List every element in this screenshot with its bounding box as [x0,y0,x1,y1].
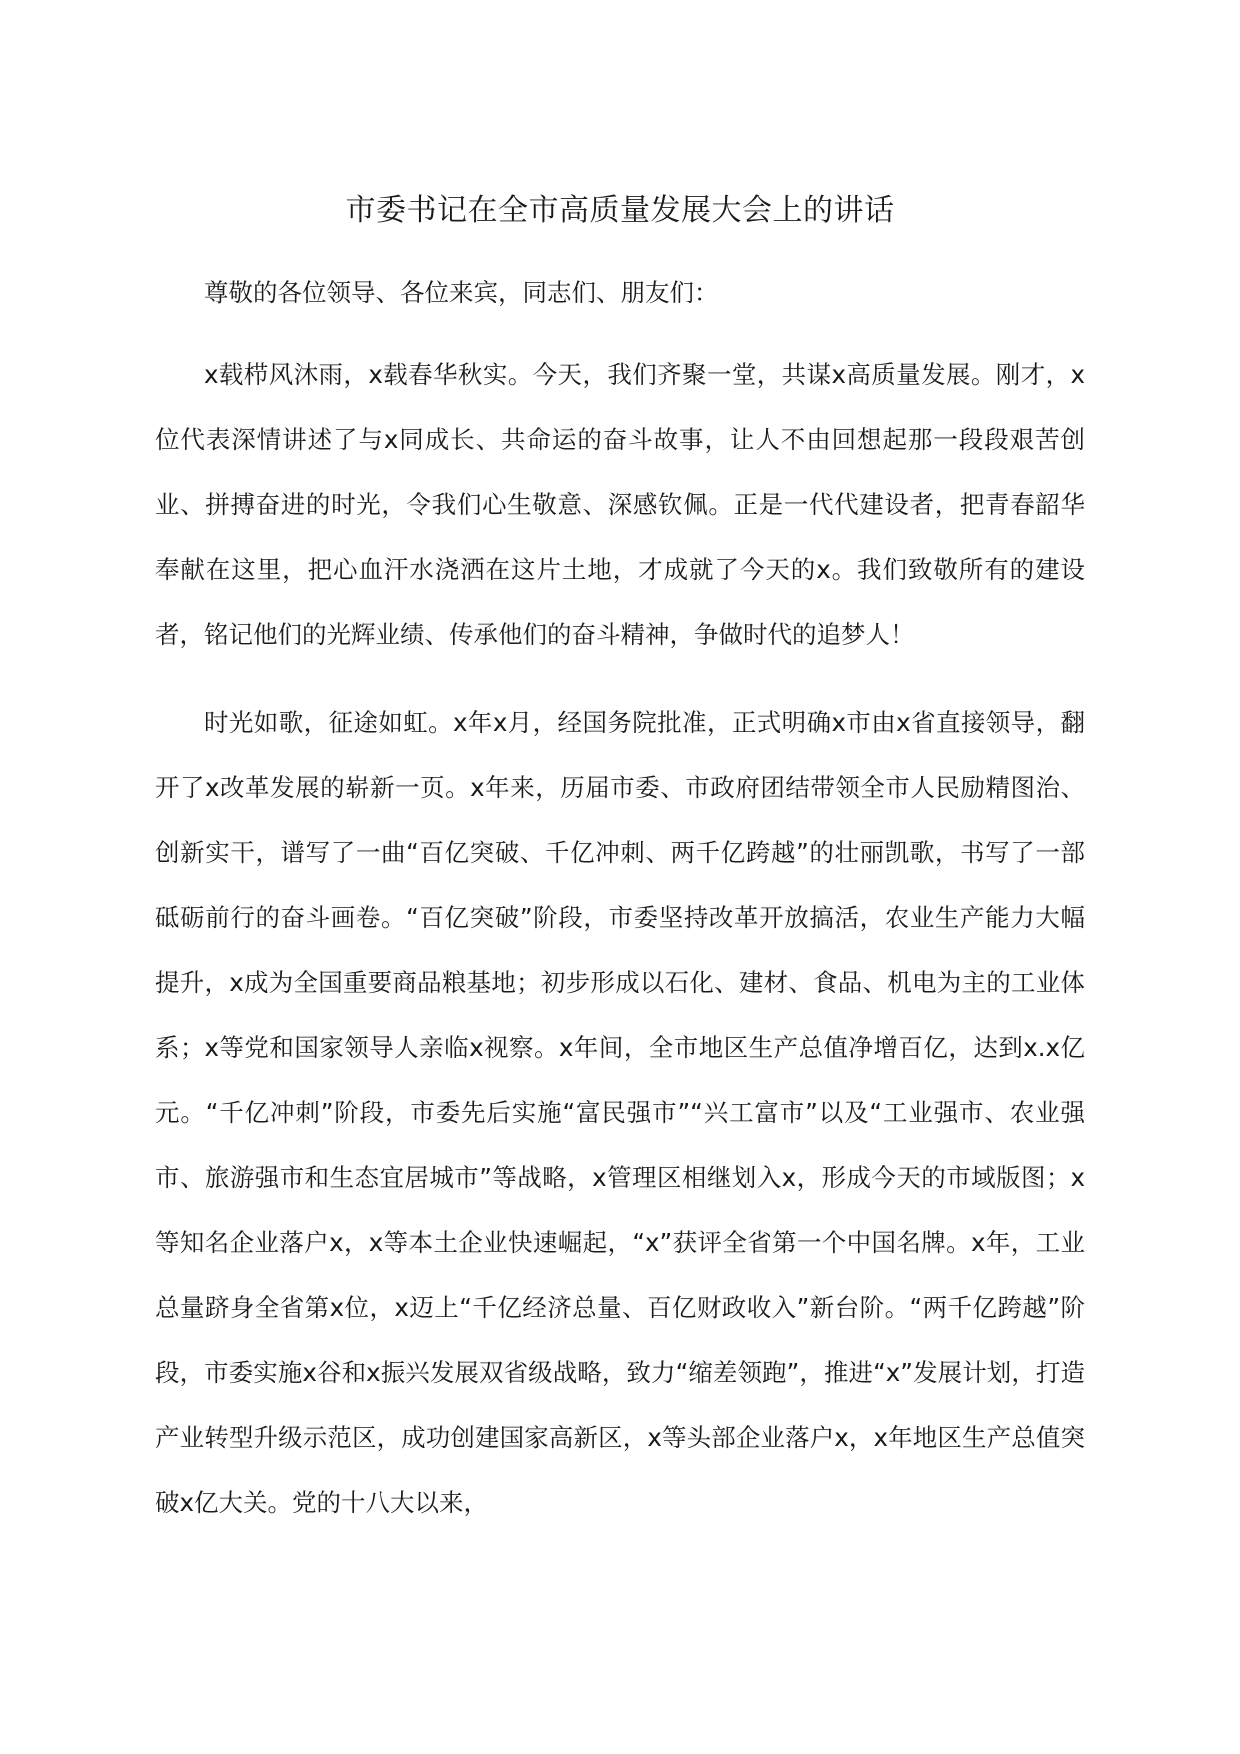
salutation: 尊敬的各位领导、各位来宾，同志们、朋友们： [204,278,719,307]
paragraph-2: 时光如歌，征途如虹。x年x月，经国务院批准，正式明确x市由x省直接领导，翻开了x改革发展的崭新一页。x年来，历届市委、市政府团结带领全市人民励精图治、创新实干，谱写了一曲“百亿突破、千亿冲刺、两千亿跨越”的壮丽凯歌，书写了一部砥砺前行的奋斗画卷。“百亿突破”阶段，市委坚持改革开放搞活，农业生产能力大幅提升，x成为全国重要商品粮基地；初步形成以石化、建材、食品、机电为主的工业体系；x等党和国家领导人亲临x视察。x年间，全市地区生产总值净增百亿，达到x.x亿元。“千亿冲刺”阶段，市委先后实施“富民强市”“兴工富市”以及“工业强市、农业强市、旅游强市和生态宜居城市”等战略，x管理区相继划入x，形成今天的市域版图；x等知名企业落户x，x等本土企业快速崛起，“x”获评全省第一个中国名牌。x年，工业总量跻身全省第x位，x迈上“千亿经济总量、百亿财政收入”新台阶。“两千亿跨越”阶段，市委实施x谷和x振兴发展双省级战略，致力“缩差领跑”，推进“x”发展计划，打造产业转型升级示范区，成功创建国家高新区，x等头部企业落户x，x年地区生产总值突破x亿大关。党的十八大以来， [155,708,1085,1517]
paragraph-1: x载栉风沐雨，x载春华秋实。今天，我们齐聚一堂，共谋x高质量发展。刚才，x位代表深情讲述了与x同成长、共命运的奋斗故事，让人不由回想起那一段段艰苦创业、拼搏奋进的时光，令我们心生敬意、深感钦佩。正是一代代建设者，把青春韶华奉献在这里，把心血汗水浇洒在这片土地，才成就了今天的x。我们致敬所有的建设者，铭记他们的光辉业绩、传承他们的奋斗精神，争做时代的追梦人！ [155,360,1085,649]
document-title: 市委书记在全市高质量发展大会上的讲话 [345,193,895,228]
